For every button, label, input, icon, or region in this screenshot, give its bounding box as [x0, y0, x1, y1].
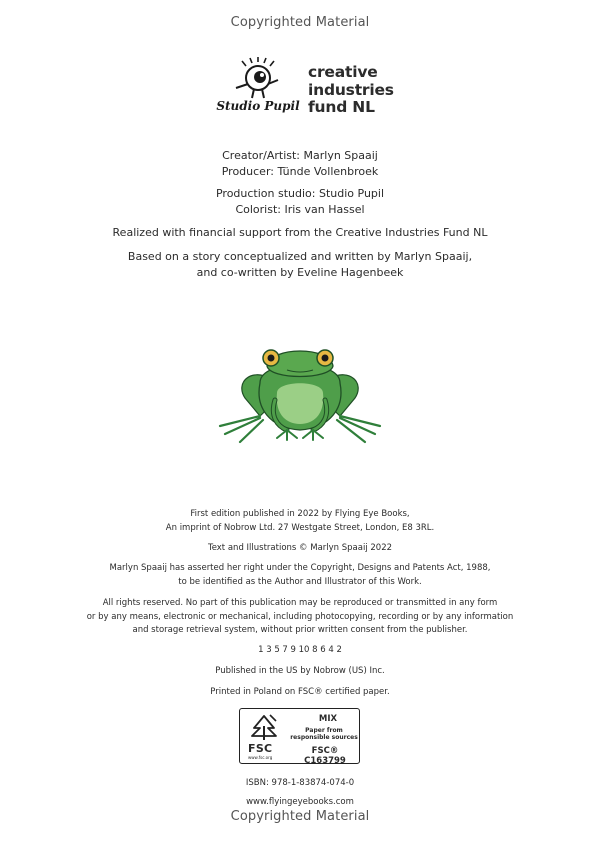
edition-info	[0, 508, 600, 535]
support-credit: Realized with financial support from the Creative Industries Fund NL	[112, 226, 488, 239]
fsc-paper-text	[290, 727, 358, 741]
studio-credit: Production studio: Studio Pupil	[215, 187, 385, 200]
copyright-notice: Text and Illustrations © Marlyn Spaaij 2022	[207, 543, 393, 553]
credits-block-2	[0, 186, 600, 218]
fund-line-2: industries	[308, 80, 394, 99]
watermark-bottom: Copyrighted Material	[230, 809, 370, 824]
edition-line-1: First edition published in 2022 by Flying Eye Books,	[190, 509, 410, 519]
rights-line-3: and storage retrieval system, without prior written consent from the publisher.	[132, 625, 468, 635]
rights-line-1: All rights reserved. No part of this publication may be reproduced or transmitted in any form	[102, 598, 498, 608]
creative-industries-fund-logo	[308, 64, 394, 117]
frog-illustration	[215, 338, 385, 448]
us-publisher: Published in the US by Nobrow (US) Inc.	[215, 666, 385, 676]
fsc-code: FSC® C163799	[304, 746, 346, 766]
fsc-paper-line-1: Paper from	[305, 727, 343, 734]
rights-reserved	[0, 597, 600, 638]
fund-line-1: creative	[308, 63, 378, 81]
fsc-mix: MIX	[318, 714, 338, 724]
fsc-paper-line-2: responsible sources	[290, 734, 358, 741]
logo-group	[216, 58, 408, 128]
studio-pupil-wordmark: Studio Pupil	[216, 99, 300, 113]
asserted-line-1: Marlyn Spaaij has asserted her right under the Copyright, Designs and Patents Act, 1988,	[109, 563, 491, 573]
rights-line-2: or by any means, electronic or mechanical, including photocopying, recording or by any information	[86, 611, 514, 622]
colorist-credit: Colorist: Iris van Hassel	[235, 203, 365, 216]
website: www.flyingeyebooks.com	[246, 797, 354, 807]
story-line-1: Based on a story conceptualized and written by Marlyn Spaaij,	[127, 250, 473, 263]
story-line-2: and co-written by Eveline Hagenbeek	[196, 266, 404, 279]
fsc-badge	[239, 708, 360, 764]
fsc-label: FSC	[248, 742, 273, 755]
producer-credit: Producer: Tünde Vollenbroek	[221, 165, 379, 178]
edition-line-2: An imprint of Nobrow Ltd. 27 Westgate Street, London, E8 3RL.	[165, 522, 435, 533]
studio-pupil-logo	[216, 58, 300, 128]
isbn: ISBN: 978-1-83874-074-0	[245, 778, 355, 788]
fsc-tree-icon	[246, 712, 282, 742]
printing-numbers: 1 3 5 7 9 10 8 6 4 2	[258, 645, 342, 655]
creator-credit: Creator/Artist: Marlyn Spaaij	[222, 149, 378, 162]
fsc-website: www.fsc.org	[248, 755, 273, 760]
story-credit	[0, 249, 600, 281]
fund-line-3: fund NL	[308, 98, 375, 116]
printed-in: Printed in Poland on FSC® certified paper.	[210, 687, 390, 697]
credits-block-1	[0, 148, 600, 180]
watermark-top: Copyrighted Material	[230, 15, 370, 30]
asserted-line-2: to be identified as the Author and Illustrator of this Work.	[178, 576, 422, 587]
moral-rights	[0, 562, 600, 589]
